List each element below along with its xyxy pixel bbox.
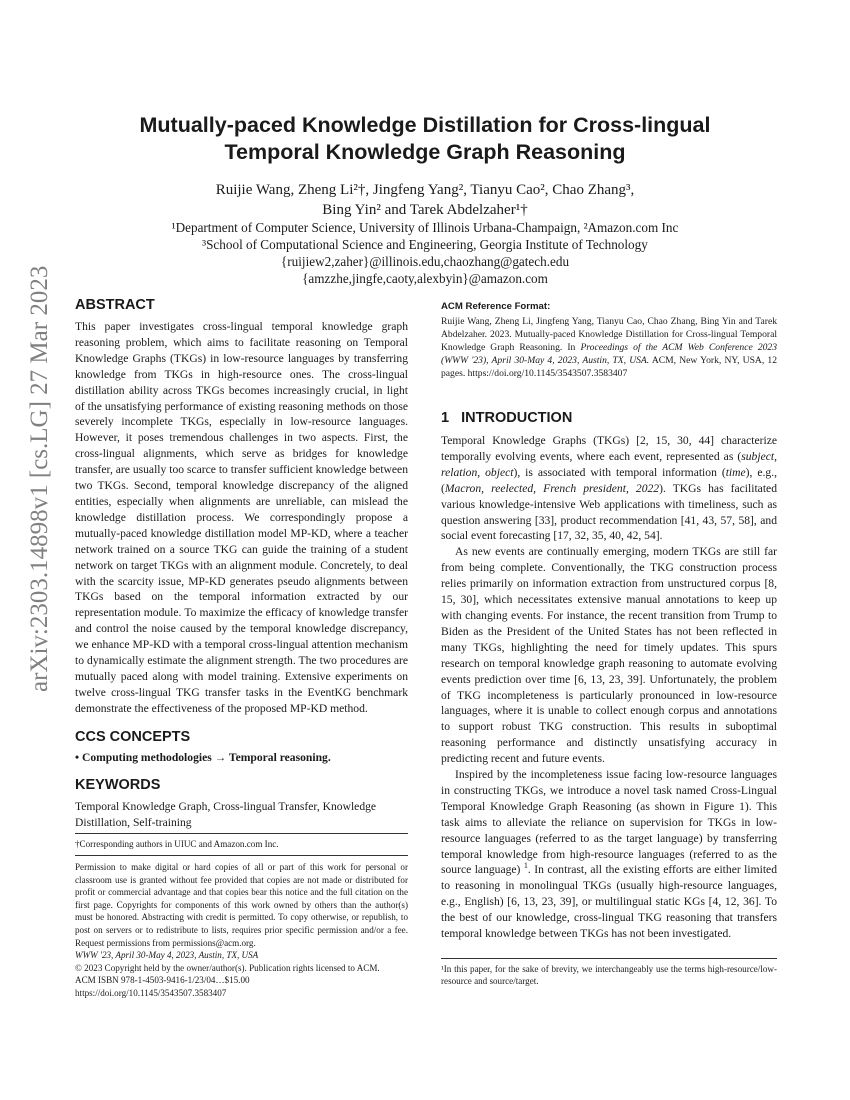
abstract-text: This paper investigates cross-lingual temporal knowledge graph reasoning problem, which aims to facilitate reasoning on Temporal Knowledge Graphs (TKGs) in low-resource languages by transferring knowledge from TKGs in high-resource ones. The cross-lingual distillation ability across TKGs becomes increasingly crucial, in light of the unsatisfying performance of existing reasoning methods on those severely incomplete TKGs, especially in low-resource languages. However, it poses tremendous challenges in two aspects. First, the cross-lingual alignments, which serve as bridges for knowledge transfer, are usually too scarce to transfer sufficient knowledge between two TKGs. Second, temporal knowledge discrepancy of the aligned entities, especially when alignments are unreliable, can mislead the knowledge distillation process. We correspondingly propose a mutually-paced knowledge distillation model MP-KD, where a teacher network trained on a source TKG can guide the training of a student network on target TKGs with an alignment module. Concretely, to deal with the scarcity issue, MP-KD generates pseudo alignments between TKGs based on the temporal information extracted by our representation module. To maximize the efficacy of knowledge transfer and control the noise caused by the temporal knowledge discrepancy, we enhance MP-KD with a temporal cross-lingual attention mechanism to dynamically estimate the alignment strength. The two procedures are mutually paced along with model training. Extensive experiments on twelve cross-lingual TKG transfer tasks in the EventKG benchmark demonstrate the effectiveness of the proposed MP-KD method. xyxy=(75,320,408,715)
affiliations xyxy=(100,219,750,287)
abstract-heading: ABSTRACT xyxy=(75,297,155,313)
doi-line: https://doi.org/10.1145/3543507.3583407 xyxy=(75,987,227,998)
p1-part-b: , xyxy=(774,449,777,463)
ccs-section xyxy=(75,728,408,766)
acm-reference-pre: Ruijie Wang, Zheng Li, Jingfeng Yang, Tianyu Cao, Chao Zhang, Bing Yin and Tarek Abdelzaher. 2023. Mutually-paced Knowledge Distillation for Cross-lingual Temporal Knowledge Graph Reasoning. In xyxy=(441,316,777,354)
keywords-section xyxy=(75,776,408,831)
ccs-item: • Computing methodologies → Temporal reasoning. xyxy=(75,751,331,764)
acm-reference-venue: Proceedings of the ACM Web Conference 2023 (WWW '23), April 30-May 4, 2023, Austin, TX, USA. xyxy=(441,342,778,367)
arxiv-stamp: arXiv:2303.14898v1 [cs.LG] 27 Mar 2023 xyxy=(26,265,53,692)
author-list xyxy=(100,180,750,220)
acm-reference-text xyxy=(441,315,777,380)
permission-divider xyxy=(75,855,408,856)
p1-part-a: Temporal Knowledge Graphs (TKGs) [2, 15, 30, 44] characterize temporally evolving events, where each event, represented as ( xyxy=(441,434,777,463)
paper-title xyxy=(70,112,780,166)
introduction-heading: 1 INTRODUCTION xyxy=(441,410,573,426)
abstract-section xyxy=(75,296,408,717)
title-line-2: Temporal Knowledge Graph Reasoning xyxy=(224,140,626,164)
p1-subject: subject xyxy=(741,449,775,463)
introduction-section xyxy=(441,409,777,942)
p3-footnote-mark: 1 xyxy=(523,861,528,871)
ccs-heading: CCS CONCEPTS xyxy=(75,729,191,745)
p1-part-c: ), is associated with temporal information ( xyxy=(513,465,726,479)
intro-paragraph-3 xyxy=(441,767,777,942)
p1-part-e: ). TKGs has facilitated various knowledge-intensive Web applications with timeliness, such as question answering [33], product recommendation [41, 43, 57, 58], and social event forecasting [17, 32, 35, 40, 42, 54]. xyxy=(441,481,777,543)
affiliation-line-1: ¹Department of Computer Science, University of Illinois Urbana-Champaign, ²Amazon.com Inc xyxy=(171,220,679,235)
p3-part-b: . In contrast, all the existing efforts are either limited to reasoning in monolingual TKGs (usually high-resource languages, e.g., English) [6, 13, 23, 39], or multilingual static KGs [4, 12, 36]. To the best of our knowledge, cross-lingual TKG reasoning that transfers temporal knowledge between TKGs has not been investigated. xyxy=(441,863,777,941)
isbn-line: ACM ISBN 978-1-4503-9416-1/23/04…$15.00 xyxy=(75,975,250,986)
acm-reference-label: ACM Reference Format: xyxy=(441,301,551,312)
intro-footnote: ¹In this paper, for the sake of brevity, we interchangeably use the terms high-resource/low-resource and source/target. xyxy=(441,964,777,986)
intro-paragraph-2: As new events are continually emerging, modern TKGs are still far from being complete. Conventionally, the TKG construction process relies primarily on information extraction from unstructured corpus [8, 15, 30], which necessitates extensive manual annotations to keep up with changing events. For instance, the recent transition from Trump to Biden as the President of the United States has not been reflected in many TKGs, highlighting the need for timely updates. This spurs research on temporal knowledge graph reasoning to automate evolving events prediction over time [6, 13, 23, 39]. Unfortunately, the problem of TKG incompleteness is particularly pronounced in low-resource languages, where it is unable to collect enough corpus and annotations to support robust TKG construction. This results in suboptimal reasoning performance and distinctly unsatisfying accuracy in predicting recent and future events. xyxy=(441,545,777,766)
permission-block xyxy=(75,861,408,1000)
venue-line: WWW '23, April 30-May 4, 2023, Austin, TX, USA xyxy=(75,950,259,961)
title-line-1: Mutually-paced Knowledge Distillation for Cross-lingual xyxy=(139,113,711,137)
p1-part-d: ), e.g., ( xyxy=(441,465,777,495)
acm-reference-post: ACM, New York, NY, USA, 12 pages. https://doi.org/10.1145/3543507.3583407 xyxy=(441,355,777,380)
p3-part-a: Inspired by the incompleteness issue facing low-resource languages in constructing TKGs, we introduce a novel task named Cross-Lingual Temporal Knowledge Graph Reasoning (as shown in Figure 1). This task aims to alleviate the reliance on supervision for TKGs in low-resource languages (referred to as the target language) by transferring temporal knowledge from high-resource languages (referred to as the source language) xyxy=(441,768,777,877)
footnote-divider-left xyxy=(75,833,408,834)
corresponding-footnote: †Corresponding authors in UIUC and Amazon.com Inc. xyxy=(75,839,279,849)
footnote-divider-right xyxy=(441,958,777,959)
authors-line-1: Ruijie Wang, Zheng Li²†, Jingfeng Yang², Tianyu Cao², Chao Zhang³, xyxy=(215,182,635,198)
keywords-text: Temporal Knowledge Graph, Cross-lingual Transfer, Knowledge Distillation, Self-training xyxy=(75,800,377,829)
email-line-1: {ruijiew2,zaher}@illinois.edu,chaozhang@gatech.edu xyxy=(280,254,570,269)
keywords-heading: KEYWORDS xyxy=(75,777,161,793)
permission-text: Permission to make digital or hard copies of all or part of this work for personal or classroom use is granted without fee provided that copies are not made or distributed for profit or commercial advantage and that copies bear this notice and the full citation on the first page. Copyrights for components of this work owned by others than the author(s) must be honored. Abstracting with credit is permitted. To copy otherwise, or republish, to post on servers or to redistribute to lists, requires prior specific permission and/or a fee. Request permissions from permissions@acm.org. xyxy=(75,862,408,948)
copyright-line: © 2023 Copyright held by the owner/author(s). Publication rights licensed to ACM. xyxy=(75,962,380,973)
p1-time: time xyxy=(725,465,746,479)
p1-relation: relation, object xyxy=(441,465,514,479)
acm-reference xyxy=(441,300,777,381)
email-line-2: {amzzhe,jingfe,caoty,alexbyin}@amazon.com xyxy=(302,271,548,286)
intro-paragraph-1 xyxy=(441,433,777,544)
p1-example: Macron, reelected, French president, 2022 xyxy=(444,481,660,495)
introduction-body xyxy=(441,433,777,942)
affiliation-line-2: ³School of Computational Science and Engineering, Georgia Institute of Technology xyxy=(202,237,648,252)
authors-line-2: Bing Yin² and Tarek Abdelzaher¹† xyxy=(322,202,528,218)
